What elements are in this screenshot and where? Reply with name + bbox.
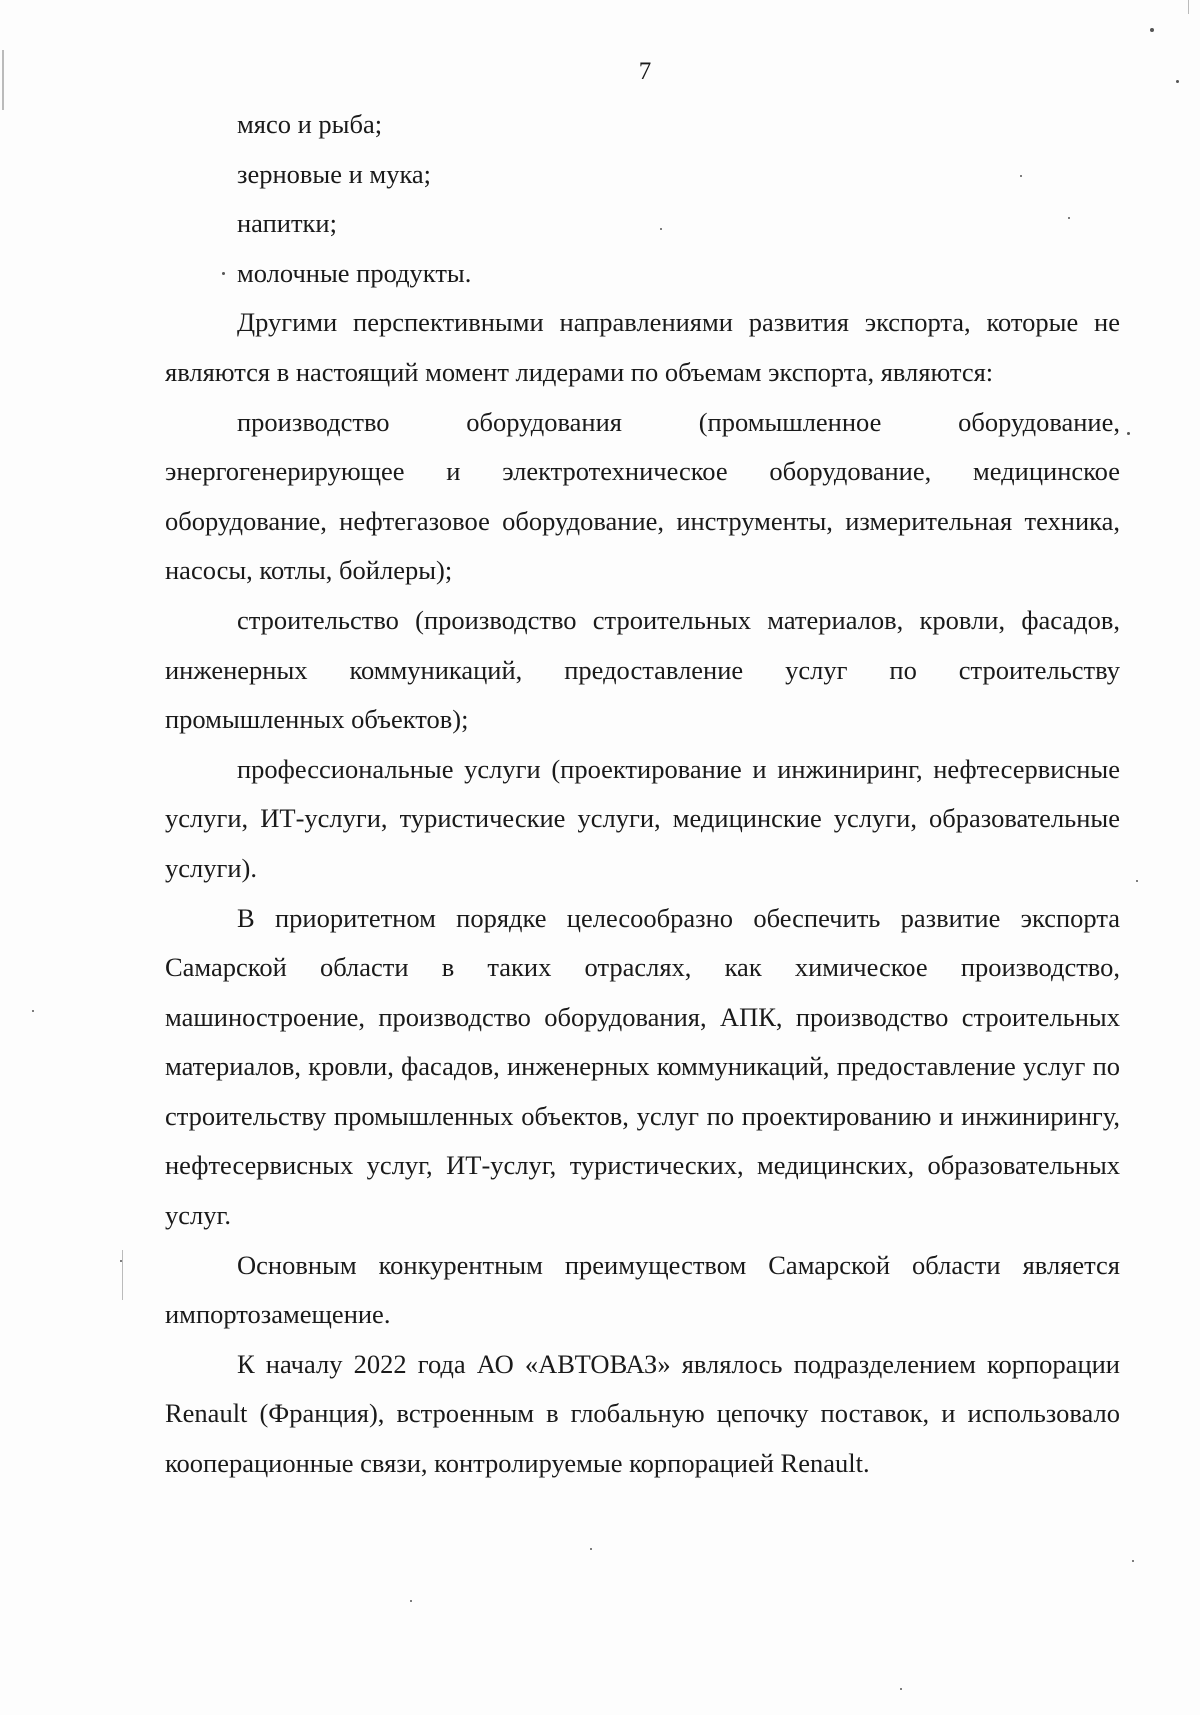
scan-speck xyxy=(1020,175,1022,177)
document-body xyxy=(165,100,1120,1489)
scan-speck xyxy=(590,1548,592,1550)
paragraph-equipment: производство оборудования (промышленное оборудование, энергогенерирующее и электротехническое оборудование, медицинское оборудование, нефтегазовое оборудование, инструменты, измерительная техника, насосы, котлы, бойлеры); xyxy=(165,406,1120,586)
paragraph-avtovaz: К началу 2022 года АО «АВТОВАЗ» являлось подразделением корпорации Renault (Франция), встроенным в глобальную цепочку поставок, и использовало кооперационные связи, контролируемые корпорацией Renault. xyxy=(165,1348,1120,1479)
paragraph-construction: строительство (производство строительных материалов, кровли, фасадов, инженерных коммуникаций, предоставление услуг по строительству промышленных объектов); xyxy=(165,604,1120,735)
list-item-dairy: молочные продукты. xyxy=(237,257,472,288)
page-number: 7 xyxy=(638,58,652,85)
scan-speck xyxy=(222,272,225,275)
scan-speck xyxy=(900,1688,902,1690)
scan-speck xyxy=(1127,432,1130,435)
scan-speck xyxy=(410,1600,412,1602)
scan-speck xyxy=(1068,217,1070,219)
list-item-drinks: напитки; xyxy=(237,208,337,239)
list-item-meat-fish: мясо и рыба; xyxy=(237,109,383,139)
scan-edge-mark xyxy=(2,50,4,110)
scan-speck xyxy=(1132,1560,1134,1562)
scan-speck xyxy=(1150,28,1154,32)
paragraph-competitive-advantage: Основным конкурентным преимуществом Самарской области является импортозамещение. xyxy=(165,1249,1120,1330)
paragraph-other-directions: Другими перспективными направлениями развития экспорта, которые не являются в настоящий момент лидерами по объемам экспорта, являются: xyxy=(165,307,1120,387)
scan-speck xyxy=(660,228,662,230)
scan-speck xyxy=(1136,880,1138,882)
paragraph-professional-services: профессиональные услуги (проектирование и инжиниринг, нефтесервисные услуги, ИТ-услуги, туристические услуги, медицинские услуги, образовательные услуги). xyxy=(165,753,1120,883)
scan-edge-mark xyxy=(1188,0,1189,14)
paragraph-priority: В приоритетном порядке целесообразно обеспечить развитие экспорта Самарской области в таких отраслях, как химическое производство, машиностроение, производство оборудования, АПК, производство строительных материалов, кровли, фасадов, инженерных коммуникаций, предоставление услуг по строительству промышленных объектов, услуг по проектированию и инжинирингу, нефтесервисных услуг, ИТ-услуг, туристических, медицинских, образовательных услуг. xyxy=(165,902,1120,1231)
scan-speck xyxy=(32,1010,34,1012)
list-item-grain-flour: зерновые и мука; xyxy=(237,158,432,189)
scan-speck xyxy=(1176,80,1179,83)
scan-edge-mark xyxy=(122,1250,123,1300)
